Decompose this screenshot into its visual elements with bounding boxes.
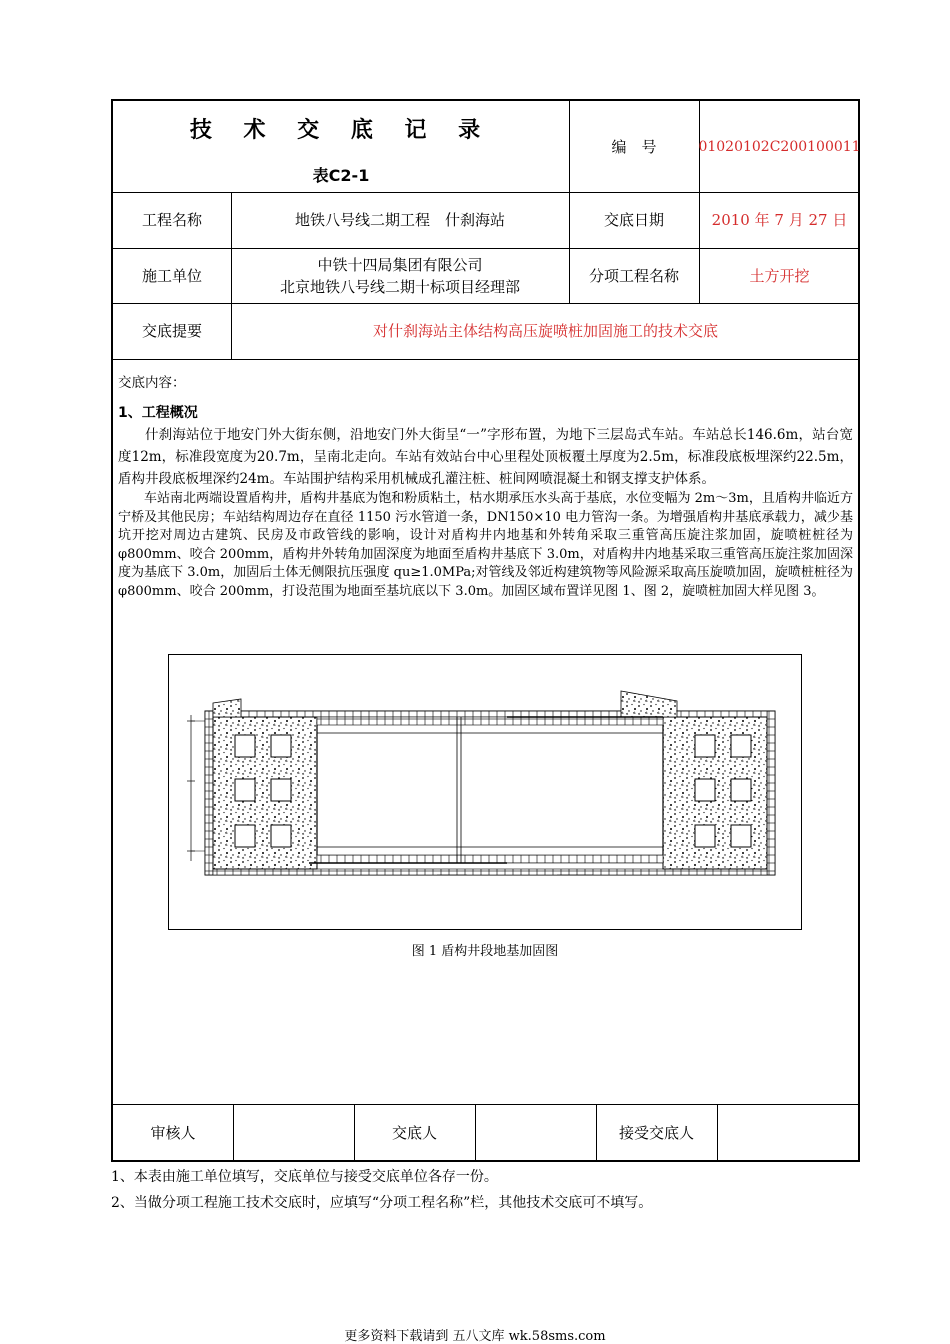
reviewer-label: 审核人: [150, 1124, 196, 1142]
paragraph-reinforcement: 车站南北两端设置盾构井，盾构井基底为饱和粉质粘土，枯水期承压水头高于基底，水位变幅为 2m～3m，且盾构井临近方宁桥及其他民房；车站结构周边存在直径 1150 污水管道一条，DN150×10 电力管沟一条。为增强盾构井基底承载力，减少基坑开挖对周边古建筑、民房及市政管线的影响，设计对盾构井内地基和外转角采取三重管高压旋注浆加固，旋喷桩桩径为 φ800mm、咬合 200mm，盾构井外转角加固深度为地面至盾构井基底下 3.0m，对盾构井内地基采取三重管高压旋注浆加固深度为基底下 3.0m，加固后土体无侧限抗压强度 qu≥1.0MPa;对管线及邻近构建筑物等风险源采取高压旋喷加固，旋喷桩桩径为 φ800mm、咬合 200mm，打设范围为地面至基坑底以下 3.0m。加固区域布置详见图 1、图 2，旋喷桩加固大样见图 3。: [118, 491, 853, 599]
disclosure-form: [111, 99, 860, 1162]
construction-unit-line1: 中铁十四局集团有限公司: [317, 255, 483, 274]
content-label: 交底内容：: [118, 375, 186, 391]
foundation-reinforcement-drawing: [169, 655, 801, 929]
project-name-value: 地铁八号线二期工程 什刹海站: [294, 211, 505, 229]
receiver-signature: [717, 1104, 860, 1162]
project-name-label: 工程名称: [141, 211, 202, 229]
figure-caption: 图 1 盾构井段地基加固图: [411, 944, 559, 959]
discloser-label: 交底人: [391, 1124, 437, 1142]
note-2: 2、当做分项工程施工技术交底时，应填写“分项工程名称”栏，其他技术交底可不填写。: [111, 1195, 653, 1211]
receiver-label: 接受交底人: [618, 1124, 694, 1142]
row-divider: [113, 359, 858, 360]
form-title: 技 术 交 底 记 录: [189, 118, 493, 143]
subproject-value: 土方开挖: [749, 266, 810, 285]
note-1: 1、本表由施工单位填写，交底单位与接受交底单位各存一份。: [111, 1169, 498, 1185]
disclosure-content: [118, 372, 853, 601]
number-label: 编 号: [611, 137, 657, 156]
construction-unit-value: [231, 248, 569, 303]
summary-label: 交底提要: [141, 322, 202, 340]
date-label: 交底日期: [603, 211, 664, 229]
subproject-label: 分项工程名称: [588, 266, 679, 285]
paragraph-overview: 什刹海站位于地安门外大街东侧，沿地安门外大街呈“一”字形布置，为地下三层岛式车站。车站总长146.6m，站台宽度12m，标准段宽度为20.7m，呈南北走向。车站有效站台中心里程处顶板覆土厚度为2.5m，标准段底板埋深约22.5m，盾构井段底板埋深约24m。车站围护结构采用机械成孔灌注桩、桩间网喷混凝土和钢支撑支护体系。: [118, 427, 853, 487]
construction-unit-label: 施工单位: [141, 266, 202, 285]
date-value: 2010 年 7 月 27 日: [711, 211, 848, 229]
number-value: 01020102C200100011: [698, 138, 861, 155]
section-title: 1、工程概况: [118, 405, 198, 421]
form-number: 表C2-1: [312, 166, 370, 185]
summary-value: 对什刹海站主体结构高压旋喷桩加固施工的技术交底: [372, 322, 718, 340]
construction-unit-line2: 北京地铁八号线二期十标项目经理部: [279, 277, 520, 296]
reviewer-signature: [233, 1104, 354, 1162]
discloser-signature: [475, 1104, 596, 1162]
footer-text: 更多资料下载请到 五八文库 wk.58sms.com: [344, 1329, 606, 1344]
figure-shield-well-plan: [168, 654, 802, 930]
